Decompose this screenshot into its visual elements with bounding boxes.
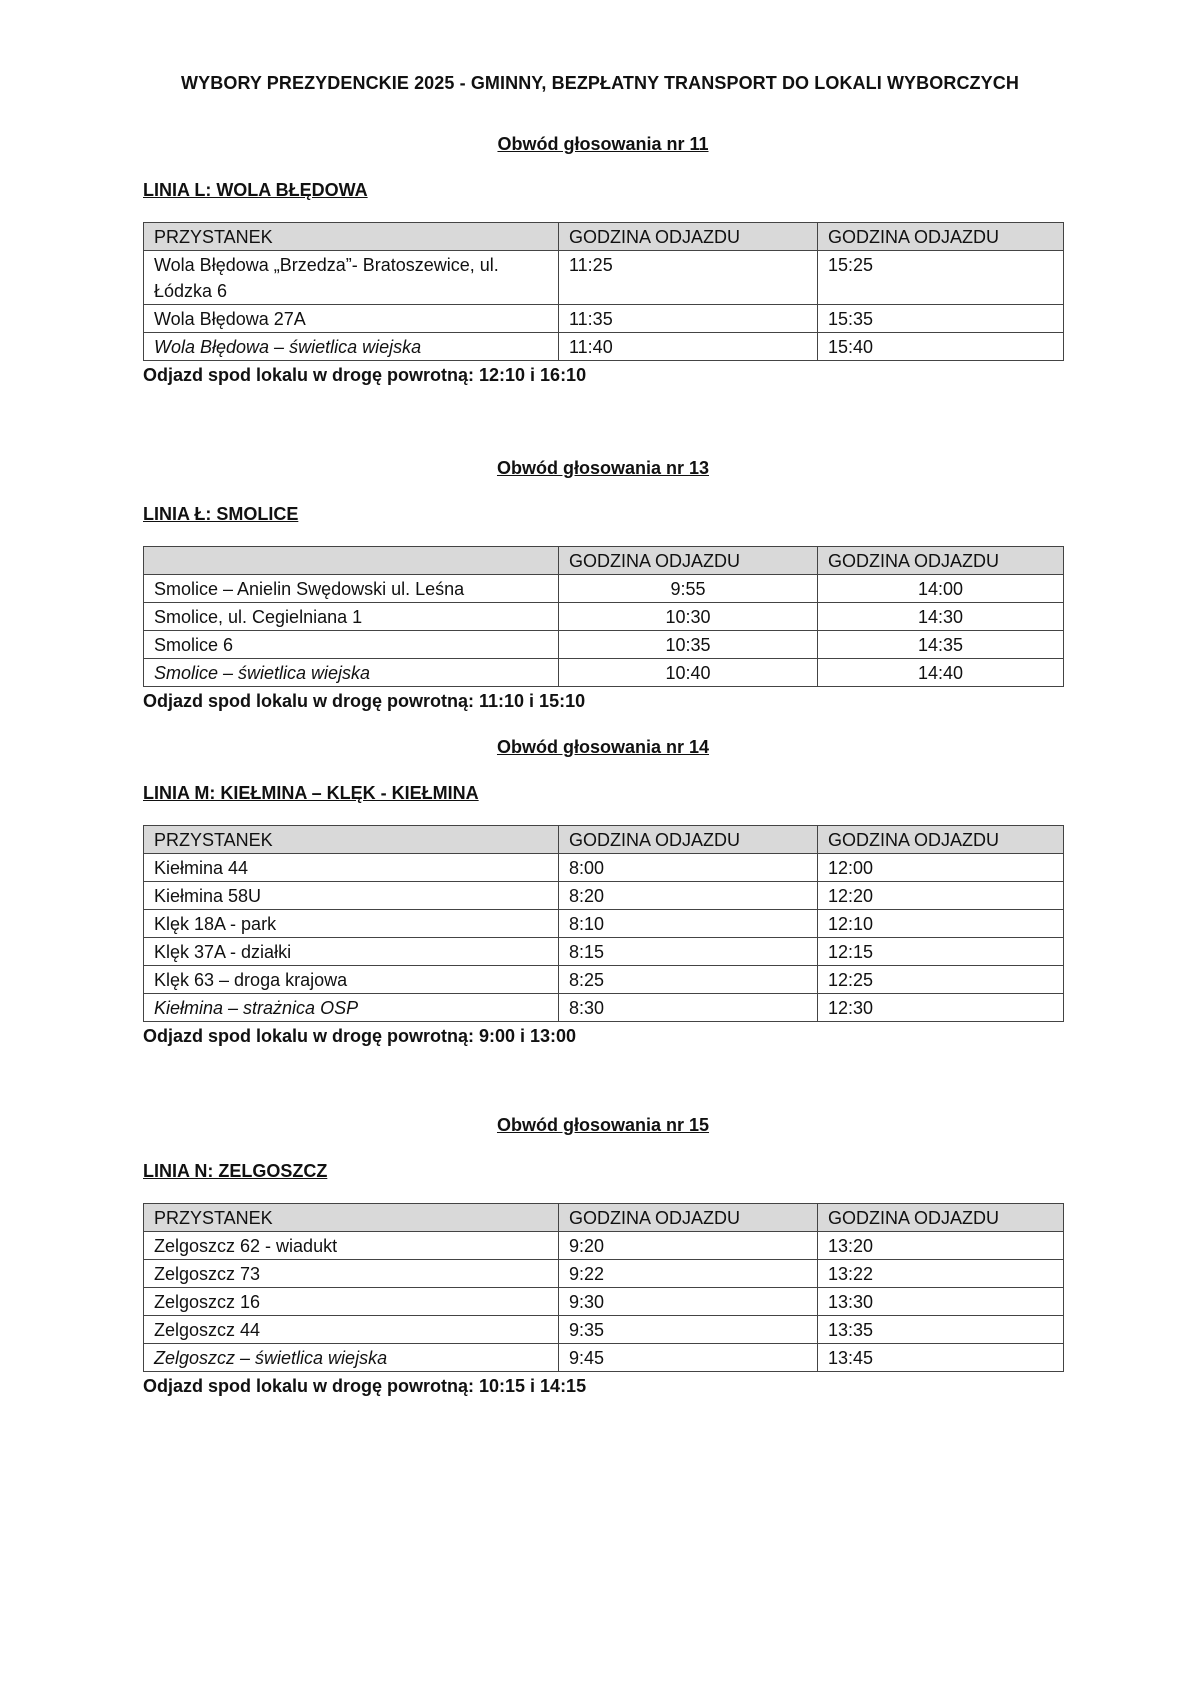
section-district-13 — [143, 456, 1063, 714]
district-heading: Obwód głosowania nr 14 — [496, 737, 710, 757]
departure-time-2: 12:10 — [818, 910, 1064, 938]
departure-time-1: 11:25 — [559, 251, 818, 305]
return-departure-note: Odjazd spod lokalu w drogę powrotną: 11:10 i 15:10 — [143, 691, 586, 711]
departure-time-2: 12:00 — [818, 854, 1064, 882]
departure-time-1: 8:00 — [559, 854, 818, 882]
departure-time-2: 15:40 — [818, 333, 1064, 361]
departure-time-2: 12:15 — [818, 938, 1064, 966]
timetable — [143, 1203, 1064, 1372]
column-header-departure-2: GODZINA ODJAZDU — [818, 1204, 1064, 1232]
table-row — [144, 1260, 1064, 1288]
stop-cell: Kiełmina 58U — [144, 882, 559, 910]
district-heading: Obwód głosowania nr 11 — [497, 134, 709, 154]
stop-cell: Zelgoszcz 16 — [144, 1288, 559, 1316]
section-district-11 — [143, 132, 1063, 388]
table-row — [144, 659, 1064, 687]
table-row — [144, 854, 1064, 882]
departure-time-2: 14:40 — [818, 659, 1064, 687]
column-header-stop — [144, 547, 559, 575]
stop-cell: Smolice – Anielin Swędowski ul. Leśna — [144, 575, 559, 603]
stop-cell: Wola Błędowa „Brzedza”- Bratoszewice, ul. Łódzka 6 — [144, 251, 559, 305]
table-row — [144, 882, 1064, 910]
departure-time-1: 10:35 — [559, 631, 818, 659]
departure-time-1: 8:20 — [559, 882, 818, 910]
line-title: LINIA L: WOLA BŁĘDOWA — [143, 180, 368, 200]
district-heading: Obwód głosowania nr 13 — [496, 458, 710, 478]
table-header-row — [144, 826, 1064, 854]
departure-time-1: 10:30 — [559, 603, 818, 631]
stop-cell: Kiełmina 44 — [144, 854, 559, 882]
departure-time-1: 9:35 — [559, 1316, 818, 1344]
line-title: LINIA M: KIEŁMINA – KLĘK - KIEŁMINA — [143, 783, 479, 803]
departure-time-2: 13:30 — [818, 1288, 1064, 1316]
table-row — [144, 1232, 1064, 1260]
departure-time-2: 12:20 — [818, 882, 1064, 910]
departure-time-1: 8:30 — [559, 994, 818, 1022]
column-header-departure-2: GODZINA ODJAZDU — [818, 223, 1064, 251]
stop-cell: Klęk 18A - park — [144, 910, 559, 938]
column-header-stop: PRZYSTANEK — [144, 826, 559, 854]
departure-time-2: 13:22 — [818, 1260, 1064, 1288]
departure-time-1: 9:20 — [559, 1232, 818, 1260]
table-row — [144, 1316, 1064, 1344]
column-header-stop: PRZYSTANEK — [144, 1204, 559, 1232]
table-row — [144, 333, 1064, 361]
stop-cell: Zelgoszcz 62 - wiadukt — [144, 1232, 559, 1260]
column-header-departure-1: GODZINA ODJAZDU — [559, 223, 818, 251]
stop-cell: Zelgoszcz 73 — [144, 1260, 559, 1288]
stop-cell: Zelgoszcz 44 — [144, 1316, 559, 1344]
stop-cell: Kiełmina – strażnica OSP — [144, 994, 559, 1022]
column-header-departure-1: GODZINA ODJAZDU — [559, 547, 818, 575]
column-header-stop: PRZYSTANEK — [144, 223, 559, 251]
stop-cell: Smolice, ul. Cegielniana 1 — [144, 603, 559, 631]
table-row — [144, 910, 1064, 938]
stop-cell: Klęk 63 – droga krajowa — [144, 966, 559, 994]
stop-cell: Klęk 37A - działki — [144, 938, 559, 966]
timetable — [143, 222, 1064, 361]
column-header-departure-1: GODZINA ODJAZDU — [559, 1204, 818, 1232]
line-title: LINIA N: ZELGOSZCZ — [143, 1161, 328, 1181]
table-row — [144, 1288, 1064, 1316]
departure-time-2: 15:35 — [818, 305, 1064, 333]
table-row — [144, 575, 1064, 603]
document-title: WYBORY PREZYDENCKIE 2025 - GMINNY, BEZPŁATNY TRANSPORT DO LOKALI WYBORCZYCH — [181, 73, 1019, 93]
departure-time-1: 9:30 — [559, 1288, 818, 1316]
table-row — [144, 603, 1064, 631]
departure-time-2: 12:30 — [818, 994, 1064, 1022]
departure-time-2: 14:00 — [818, 575, 1064, 603]
table-row — [144, 1344, 1064, 1372]
table-row — [144, 938, 1064, 966]
line-title: LINIA Ł: SMOLICE — [143, 504, 299, 524]
stop-cell: Smolice – świetlica wiejska — [144, 659, 559, 687]
departure-time-1: 9:22 — [559, 1260, 818, 1288]
stop-cell: Wola Błędowa – świetlica wiejska — [144, 333, 559, 361]
return-departure-note: Odjazd spod lokalu w drogę powrotną: 12:10 i 16:10 — [143, 365, 587, 385]
district-heading: Obwód głosowania nr 15 — [496, 1115, 710, 1135]
departure-time-1: 8:25 — [559, 966, 818, 994]
column-header-departure-2: GODZINA ODJAZDU — [818, 826, 1064, 854]
table-header-row — [144, 1204, 1064, 1232]
timetable — [143, 825, 1064, 1022]
departure-time-2: 13:45 — [818, 1344, 1064, 1372]
return-departure-note: Odjazd spod lokalu w drogę powrotną: 9:00 i 13:00 — [143, 1026, 577, 1046]
column-header-departure-2: GODZINA ODJAZDU — [818, 547, 1064, 575]
column-header-departure-1: GODZINA ODJAZDU — [559, 826, 818, 854]
table-row — [144, 631, 1064, 659]
stop-cell: Zelgoszcz – świetlica wiejska — [144, 1344, 559, 1372]
departure-time-1: 8:10 — [559, 910, 818, 938]
table-header-row — [144, 223, 1064, 251]
departure-time-1: 11:35 — [559, 305, 818, 333]
departure-time-2: 13:35 — [818, 1316, 1064, 1344]
departure-time-2: 13:20 — [818, 1232, 1064, 1260]
table-row — [144, 305, 1064, 333]
section-district-15 — [143, 1113, 1063, 1399]
table-row — [144, 994, 1064, 1022]
departure-time-1: 9:45 — [559, 1344, 818, 1372]
departure-time-2: 14:35 — [818, 631, 1064, 659]
departure-time-2: 14:30 — [818, 603, 1064, 631]
departure-time-2: 15:25 — [818, 251, 1064, 305]
departure-time-1: 9:55 — [559, 575, 818, 603]
table-row — [144, 966, 1064, 994]
table-header-row — [144, 547, 1064, 575]
section-district-14 — [143, 735, 1063, 1049]
departure-time-2: 12:25 — [818, 966, 1064, 994]
departure-time-1: 10:40 — [559, 659, 818, 687]
table-row — [144, 251, 1064, 305]
departure-time-1: 8:15 — [559, 938, 818, 966]
stop-cell: Smolice 6 — [144, 631, 559, 659]
stop-cell: Wola Błędowa 27A — [144, 305, 559, 333]
timetable — [143, 546, 1064, 687]
return-departure-note: Odjazd spod lokalu w drogę powrotną: 10:15 i 14:15 — [143, 1376, 587, 1396]
departure-time-1: 11:40 — [559, 333, 818, 361]
